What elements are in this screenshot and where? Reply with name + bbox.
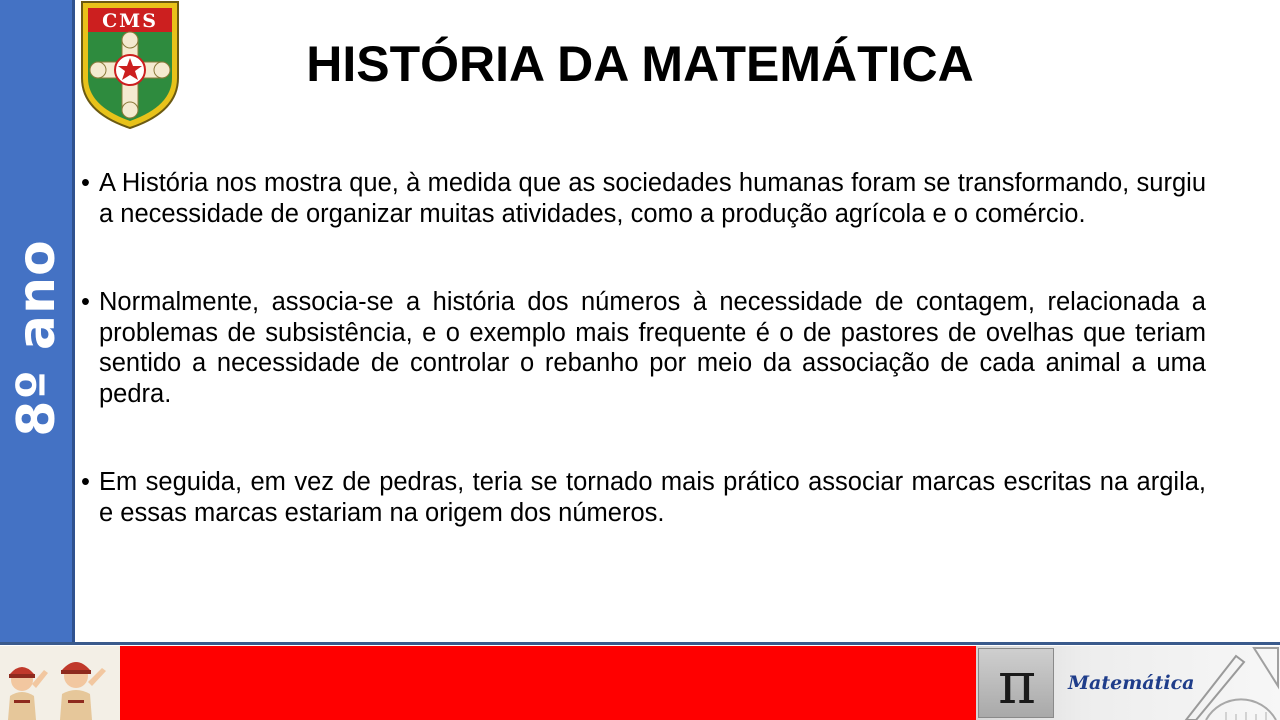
bullet-marker: • <box>81 468 90 496</box>
school-crest-logo <box>78 0 182 130</box>
bullet-item <box>72 287 1206 409</box>
svg-text:CMS: CMS <box>102 10 158 32</box>
subject-label: Matemática <box>1068 672 1195 694</box>
geometry-tools-icon <box>1166 646 1280 720</box>
bullet-text: A História nos mostra que, à medida que as sociedades humanas foram se transformando, surgiu a necessidade de organizar muitas atividades, como a produção agrícola e o comércio. <box>99 169 1206 228</box>
bullet-text: Em seguida, em vez de pedras, teria se tornado mais prático associar marcas escritas na argila, e essas marcas estariam na origem dos números. <box>99 468 1206 527</box>
bullet-marker: • <box>81 169 90 197</box>
footer-banner <box>0 642 1280 720</box>
cadets-saluting-illustration <box>0 646 120 720</box>
bullet-item <box>72 168 1206 229</box>
bullet-item <box>72 467 1206 528</box>
pi-icon: π <box>978 648 1054 718</box>
footer-red-band <box>120 646 976 720</box>
bullet-text: Normalmente, associa-se a história dos números à necessidade de contagem, relacionada a problemas de subsistência, e o exemplo mais frequente é o de pastores de ovelhas que teriam sentido a necessidade de controlar o rebanho por meio da associação de cada animal a uma pedra. <box>99 288 1206 408</box>
bullet-marker: • <box>81 288 90 316</box>
grade-label: 8º ano <box>7 239 67 437</box>
footer-divider <box>0 642 1280 645</box>
bullet-list <box>72 168 1206 586</box>
sidebar <box>0 0 75 642</box>
slide-title: HISTÓRIA DA MATEMÁTICA <box>306 36 974 92</box>
math-subject-panel <box>976 646 1280 720</box>
